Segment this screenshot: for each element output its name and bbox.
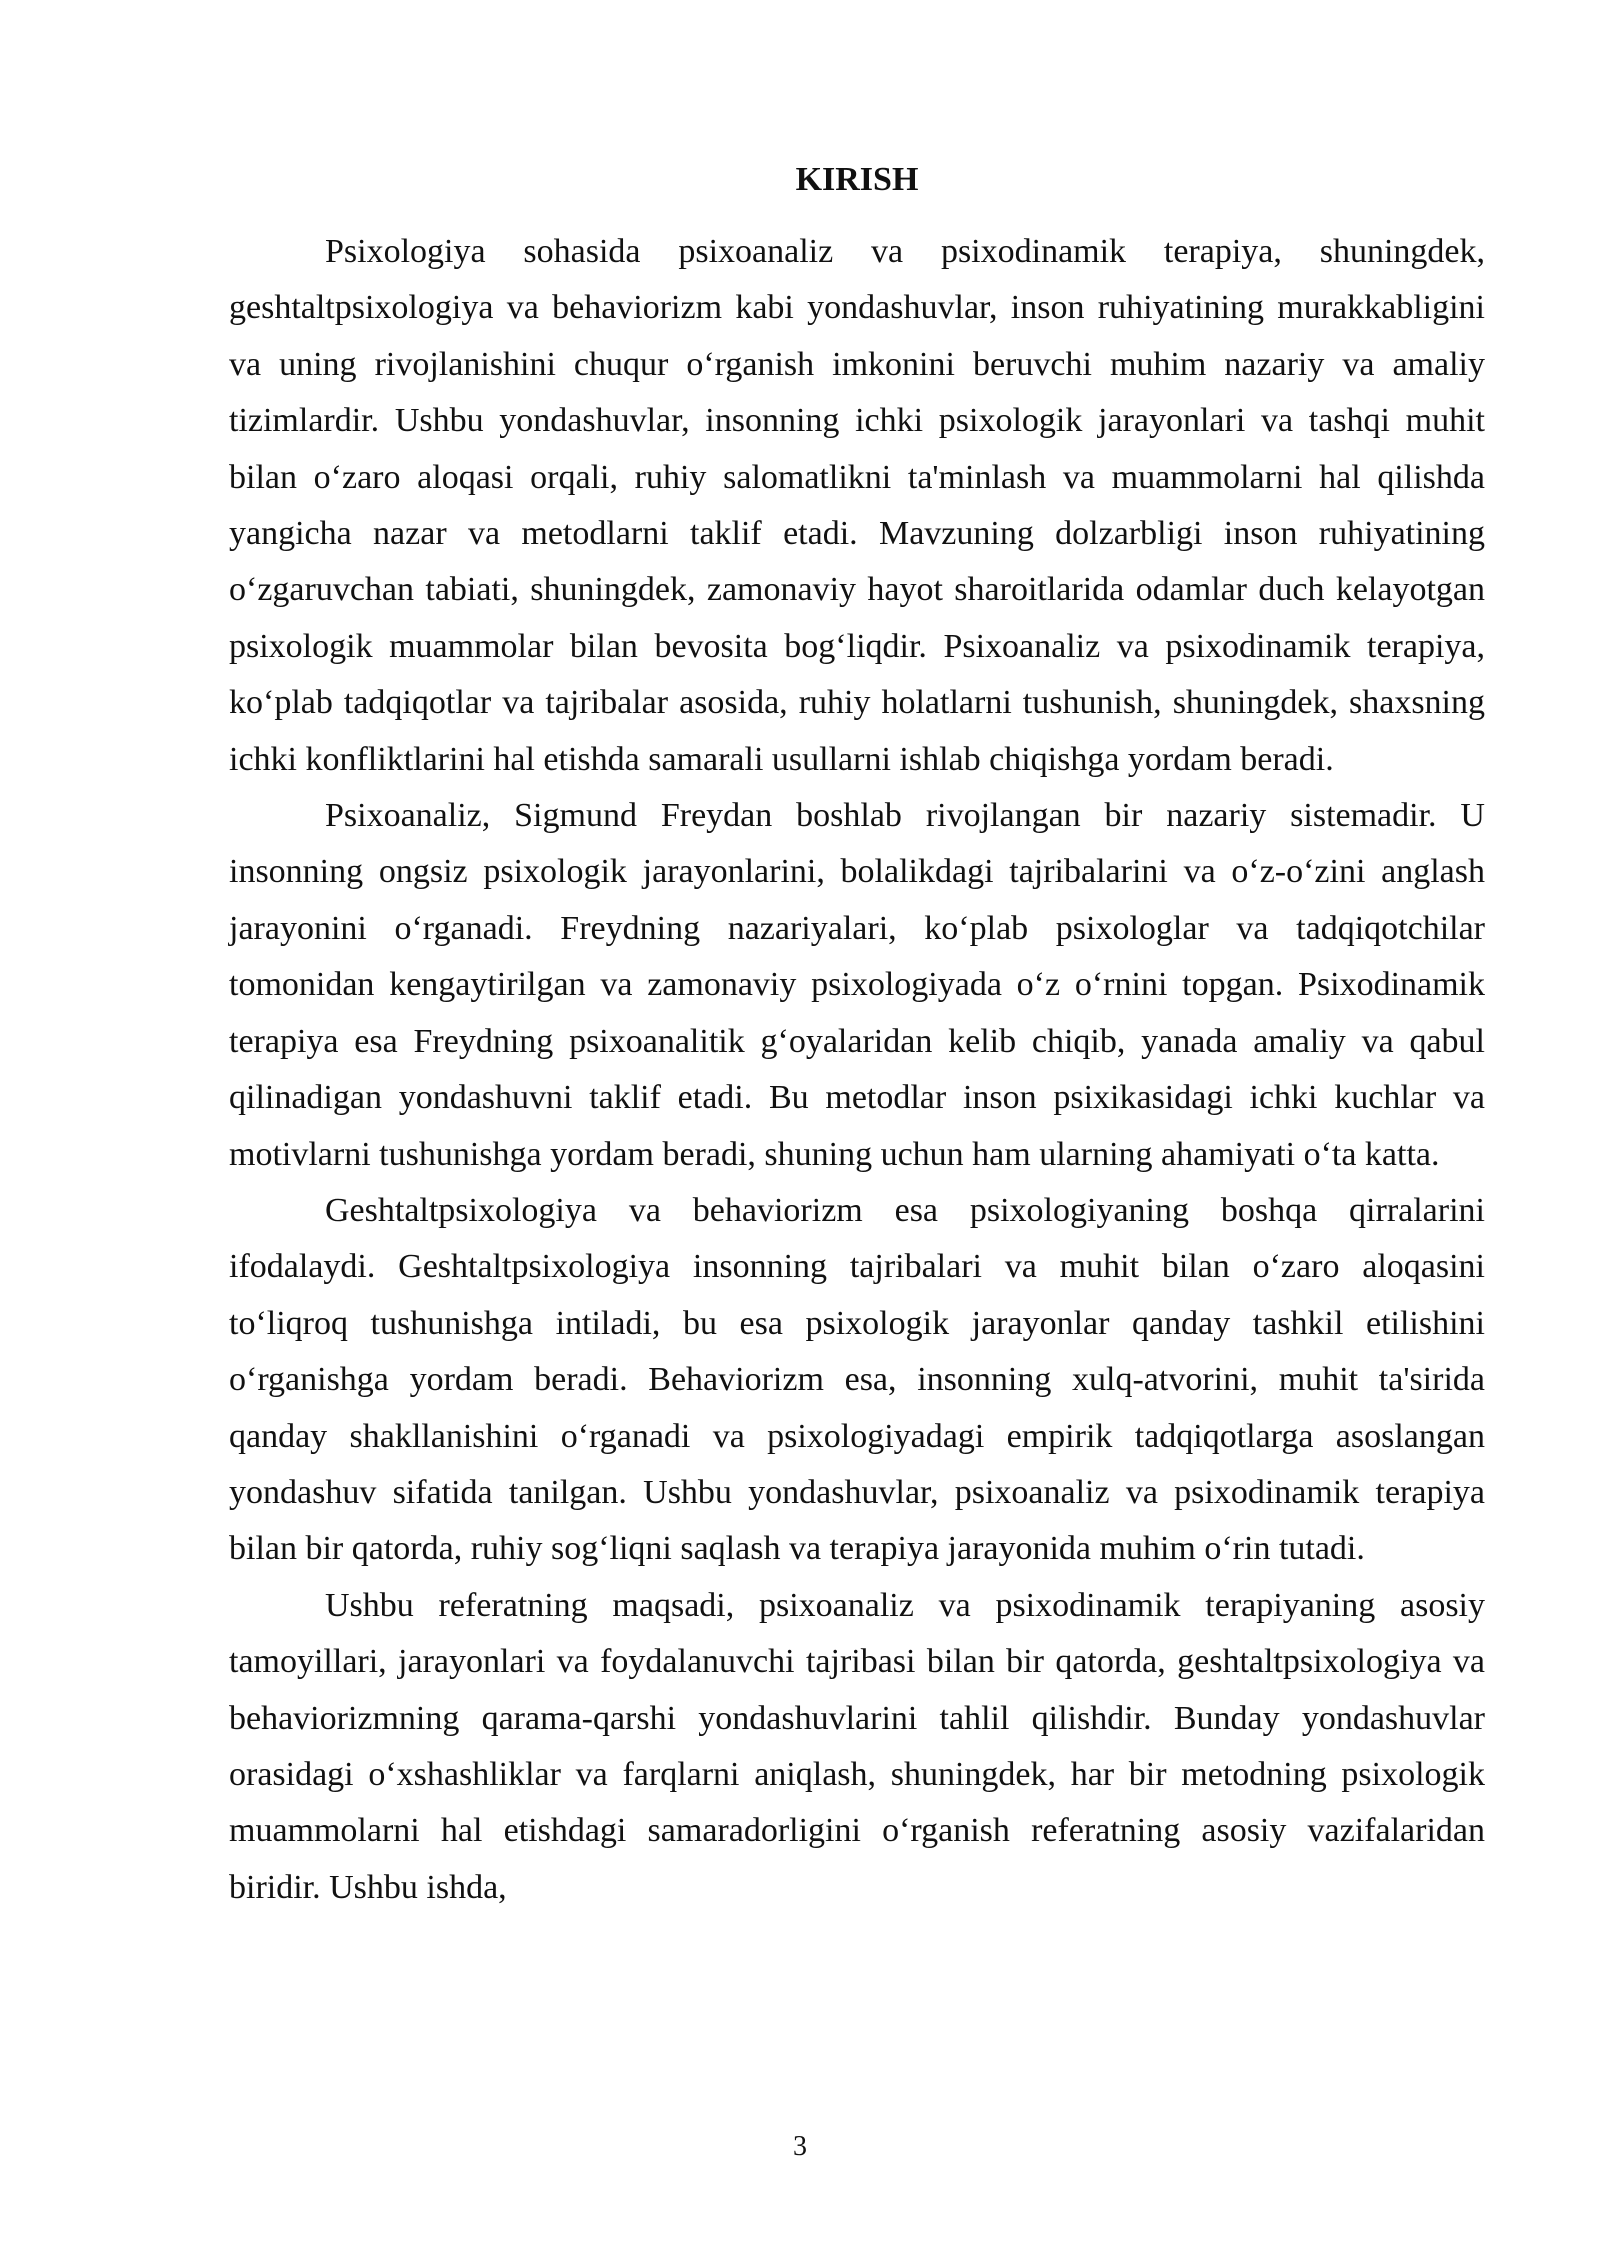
- paragraph-introduction: Psixologiya sohasida psixoanaliz va psixodinamik terapiya, shuningdek, geshtaltpsixologiya va behaviorizm kabi yondashuvlar, inson ruhiyatining murakkabligini va uning rivojlanishini chuqur o‘rganish imkonini beruvchi muhim nazariy va amaliy tizimlardir. Ushbu yondashuvlar, insonning ichki psixologik jarayonlari va tashqi muhit bilan o‘zaro aloqasi orqali, ruhiy salomatlikni ta'minlash va muammolarni hal qilishda yangicha nazar va metodlarni taklif etadi. Mavzuning dolzarbligi inson ruhiyatining o‘zgaruvchan tabiati, shuningdek, zamonaviy hayot sharoitlarida odamlar duch kelayotgan psixologik muammolar bilan bevosita bog‘liqdir. Psixoanaliz va psixodinamik terapiya, ko‘plab tadqiqotlar va tajribalar asosida, ruhiy holatlarni tushunish, shuningdek, shaxsning ichki konfliktlarini hal etishda samarali usullarni ishlab chiqishga yordam beradi.: [229, 233, 1485, 778]
- document-page: [229, 160, 1485, 1916]
- paragraph-gestalt-behaviorism: Geshtaltpsixologiya va behaviorizm esa psixologiyaning boshqa qirralarini ifodalaydi. Geshtaltpsixologiya insonning tajribalari va muhit bilan o‘zaro aloqasini to‘liqroq tushunishga intiladi, bu esa psixologik jarayonlar qanday tashkil etilishini o‘rganishga yordam beradi. Behaviorizm esa, insonning xulq-atvorini, muhit ta'sirida qanday shakllanishini o‘rganadi va psixologiyadagi empirik tadqiqotlarga asoslangan yondashuv sifatida tanilgan. Ushbu yondashuvlar, psixoanaliz va psixodinamik terapiya bilan bir qatorda, ruhiy sog‘liqni saqlash va terapiya jarayonida muhim o‘rin tutadi.: [229, 1191, 1485, 1568]
- paragraph-psychoanalysis: Psixoanaliz, Sigmund Freydan boshlab rivojlangan bir nazariy sistemadir. U insonning ongsiz psixologik jarayonlarini, bolalikdagi tajribalarini va o‘z-o‘zini anglash jarayonini o‘rganadi. Freydning nazariyalari, ko‘plab psixologlar va tadqiqotchilar tomonidan kengaytirilgan va zamonaviy psixologiyada o‘z o‘rnini topgan. Psixodinamik terapiya esa Freydning psixoanalitik g‘oyalaridan kelib chiqib, yanada amaliy va qabul qilinadigan yondashuvni taklif etadi. Bu metodlar inson psixikasidagi ichki kuchlar va motivlarni tushunishga yordam beradi, shuning uchun ham ularning ahamiyati o‘ta katta.: [229, 797, 1485, 1173]
- page-title: KIRISH: [795, 161, 919, 198]
- page-number: 3: [793, 2131, 807, 2162]
- paragraph-aim: Ushbu referatning maqsadi, psixoanaliz va psixodinamik terapiyaning asosiy tamoyillari, jarayonlari va foydalanuvchi tajribasi bilan bir qatorda, geshtaltpsixologiya va behaviorizmning qarama-qarshi yondashuvlarini tahlil qilishdir. Bunday yondashuvlar orasidagi o‘xshashliklar va farqlarni aniqlash, shuningdek, har bir metodning psixologik muammolarni hal etishdagi samaradorligini o‘rganish referatning asosiy vazifalaridan biridir. Ushbu ishda,: [229, 1586, 1485, 1906]
